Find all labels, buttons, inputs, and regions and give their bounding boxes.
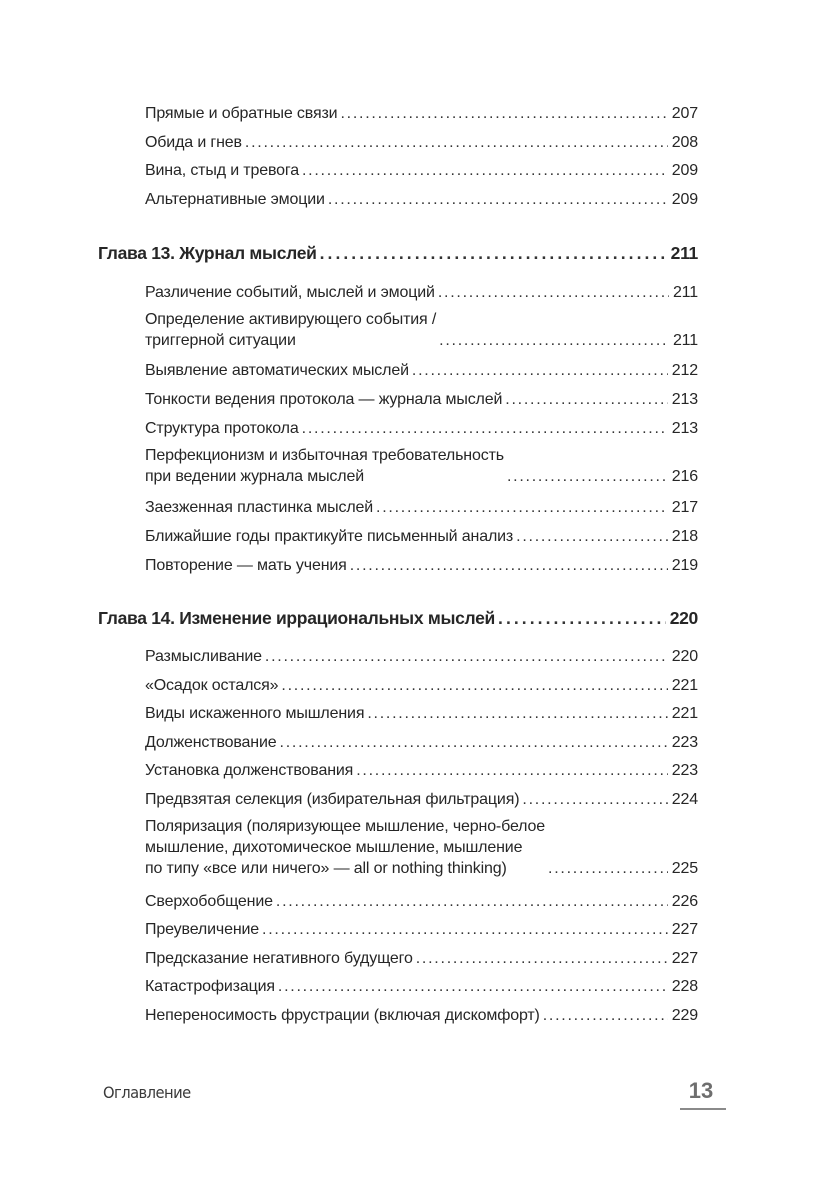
toc-entry [145, 919, 698, 940]
dot-leader [328, 189, 668, 210]
toc-entry-title-line: Перфекционизм и избыточная требовательность [145, 447, 504, 464]
toc-entry-title: Преувеличение [145, 921, 260, 938]
dot-leader [320, 243, 667, 264]
dot-leader [439, 330, 669, 351]
toc-entry [145, 555, 698, 576]
dot-leader [438, 282, 669, 303]
toc-entry-title: Прямые и обратные связи [145, 105, 338, 122]
toc-entry [145, 103, 698, 124]
dot-leader [522, 789, 667, 810]
dot-leader [276, 891, 668, 912]
toc-entry [145, 816, 698, 879]
toc-entry-page: 224 [671, 791, 698, 808]
toc-entry-title: Ближайшие годы практикуйте письменный анализ [145, 528, 514, 545]
toc-entry-page: 223 [671, 762, 698, 779]
toc-entry-title: Заезженная пластинка мыслей [145, 499, 374, 516]
toc-entry-page: 213 [671, 420, 698, 437]
toc-entry-title [145, 445, 504, 487]
toc-entry [145, 309, 698, 351]
toc-entry-title-line: по типу «все или ничего» — all or nothing thinking) [145, 860, 507, 877]
dot-leader [245, 132, 668, 153]
toc-entry [145, 445, 698, 487]
toc-entry-title [145, 816, 545, 879]
toc-entry-page: 225 [671, 860, 698, 877]
toc-entry-title: Виды искаженного мышления [145, 705, 365, 722]
toc-entry-page: 211 [672, 284, 698, 301]
toc-entry-page: 217 [671, 499, 698, 516]
toc-entry-title: Установка долженствования [145, 762, 354, 779]
dot-leader [507, 466, 668, 487]
toc-entry [145, 732, 698, 753]
toc-entry [145, 1005, 698, 1026]
toc-chapter-heading [98, 243, 698, 264]
page-number-underline [680, 1108, 726, 1110]
dot-leader [265, 646, 668, 667]
toc-entry-title: Различение событий, мыслей и эмоций [145, 284, 435, 301]
dot-leader [350, 555, 668, 576]
dot-leader [416, 948, 668, 969]
toc-entry-title: Альтернативные эмоции [145, 191, 325, 208]
dot-leader [280, 732, 668, 753]
page-number: 13 [688, 1078, 714, 1103]
toc-entry-page: 226 [671, 893, 698, 910]
toc-entry-title: Выявление автоматических мыслей [145, 362, 409, 379]
toc-entry-title: Предвзятая селекция (избирательная фильтрация) [145, 791, 520, 808]
toc-entry-title: Непереносимость фрустрации (включая дискомфорт) [145, 1007, 540, 1024]
toc-entry-title: Повторение — мать учения [145, 557, 347, 574]
toc-entry-title-line: при ведении журнала мыслей [145, 468, 364, 485]
toc-entry-page: 229 [671, 1007, 698, 1024]
toc-entry-title: Вина, стыд и тревога [145, 162, 299, 179]
toc-entry [145, 675, 698, 696]
toc-entry-title: Размысливание [145, 648, 262, 665]
toc-entry-page: 221 [671, 677, 698, 694]
toc-entry-title [145, 309, 436, 351]
toc-entry-page: 212 [671, 362, 698, 379]
toc-entry-title: Сверхобобщение [145, 893, 273, 910]
toc-entry [145, 132, 698, 153]
toc-entry-title-line: мышление, дихотомическое мышление, мышление [145, 839, 523, 856]
toc-entry-page: 220 [671, 648, 698, 665]
toc-entry-page: 207 [671, 105, 698, 122]
toc-entry [145, 703, 698, 724]
dot-leader [340, 103, 667, 124]
toc-entry-title: Тонкости ведения протокола — журнала мыслей [145, 391, 503, 408]
chapter-title: Глава 13. Журнал мыслей [98, 243, 317, 263]
toc-entry [145, 389, 698, 410]
dot-leader [543, 1005, 668, 1026]
toc-entry [145, 760, 698, 781]
toc-entry [145, 360, 698, 381]
toc-entry [145, 526, 698, 547]
running-footer-section: Оглавление [103, 1083, 191, 1102]
toc-entry-title: Обида и гнев [145, 134, 242, 151]
chapter-page: 211 [670, 243, 698, 263]
toc-entry-title-line: триггерной ситуации [145, 332, 296, 349]
toc-entry [145, 646, 698, 667]
toc-entry [145, 976, 698, 997]
toc-entry-page: 227 [671, 950, 698, 967]
toc-entry-page: 223 [671, 734, 698, 751]
dot-leader [412, 360, 668, 381]
toc-entry-page: 211 [672, 332, 698, 349]
toc-entry-title-line: Определение активирующего события / [145, 311, 437, 328]
toc-entry-title: «Осадок остался» [145, 677, 279, 694]
toc-entry-page: 216 [671, 468, 698, 485]
toc-entry-page: 213 [671, 391, 698, 408]
toc-entry-page: 208 [671, 134, 698, 151]
toc-entry-title: Структура протокола [145, 420, 299, 437]
dot-leader [505, 389, 667, 410]
toc-chapter-heading [98, 608, 698, 629]
toc-entry [145, 160, 698, 181]
dot-leader [278, 976, 668, 997]
toc-entry-title-line: Поляризация (поляризующее мышление, черно-белое [145, 818, 546, 835]
toc-entry-page: 218 [671, 528, 698, 545]
dot-leader [516, 526, 668, 547]
toc-entry-page: 228 [671, 978, 698, 995]
toc-entry-page: 227 [671, 921, 698, 938]
toc-entry [145, 418, 698, 439]
toc-entry [145, 189, 698, 210]
chapter-title: Глава 14. Изменение иррациональных мыслей [98, 608, 496, 628]
toc-entry-page: 209 [671, 162, 698, 179]
toc-entry-page: 209 [671, 191, 698, 208]
dot-leader [367, 703, 667, 724]
chapter-page: 220 [669, 608, 698, 628]
dot-leader [498, 608, 666, 629]
toc-entry-page: 219 [671, 557, 698, 574]
toc-entry-title: Катастрофизация [145, 978, 275, 995]
toc-entry [145, 497, 698, 518]
dot-leader [302, 418, 668, 439]
toc-entry [145, 948, 698, 969]
toc-entry [145, 891, 698, 912]
toc-entry [145, 282, 698, 303]
dot-leader [356, 760, 668, 781]
dot-leader [548, 858, 668, 879]
toc-entry-title: Предсказание негативного будущего [145, 950, 413, 967]
dot-leader [281, 675, 667, 696]
dot-leader [302, 160, 668, 181]
toc-entry [145, 789, 698, 810]
toc-entry-page: 221 [671, 705, 698, 722]
dot-leader [262, 919, 668, 940]
toc-entry-title: Долженствование [145, 734, 277, 751]
dot-leader [376, 497, 668, 518]
